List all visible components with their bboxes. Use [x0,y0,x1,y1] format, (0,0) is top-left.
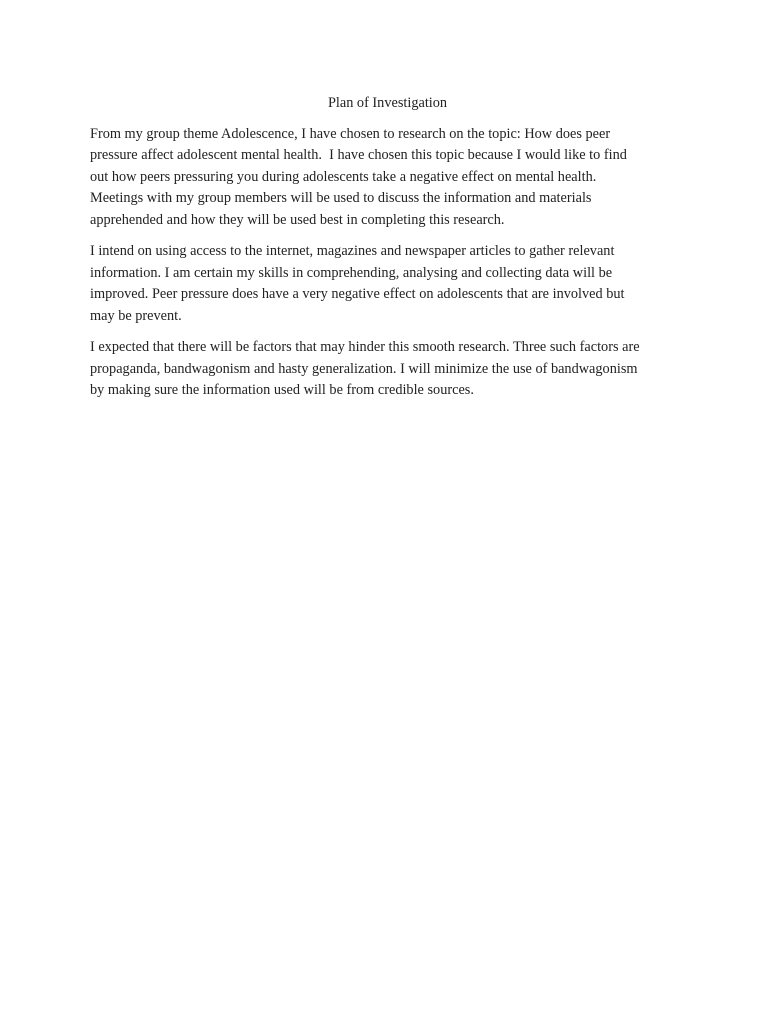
paragraph-line: apprehended and how they will be used best in completing this research. [90,211,505,228]
document-body [90,93,685,412]
paragraph-line: improved. Peer pressure does have a very negative effect on adolescents that are involved but [90,286,625,302]
paragraph-line: by making sure the information used will be from credible sources. [90,382,474,398]
paragraph-3 [90,337,685,402]
document-title: Plan of Investigation [327,95,448,111]
paragraph-line: may be prevent. [90,307,182,324]
paragraph-line: information. I am certain my skills in comprehending, analysing and collecting data will be [90,264,613,281]
paragraph-line: out how peers pressuring you during adolescents take a negative effect on mental health. [90,168,597,185]
paragraph-line: propaganda, bandwagonism and hasty generalization. I will minimize the use of bandwagonism [90,360,638,377]
paragraph-line: From my group theme Adolescence, I have chosen to research on the topic: How does peer [90,125,611,142]
paragraph-line: I intend on using access to the internet, magazines and newspaper articles to gather relevant [90,243,615,259]
paragraph-1 [90,124,685,232]
paragraph-line: Meetings with my group members will be used to discuss the information and materials [90,190,592,206]
paragraph-line: pressure affect adolescent mental health. I have chosen this topic because I would like to find [90,147,627,163]
paragraph-line: I expected that there will be factors that may hinder this smooth research. Three such factors are [90,339,640,355]
paragraph-2 [90,241,685,327]
